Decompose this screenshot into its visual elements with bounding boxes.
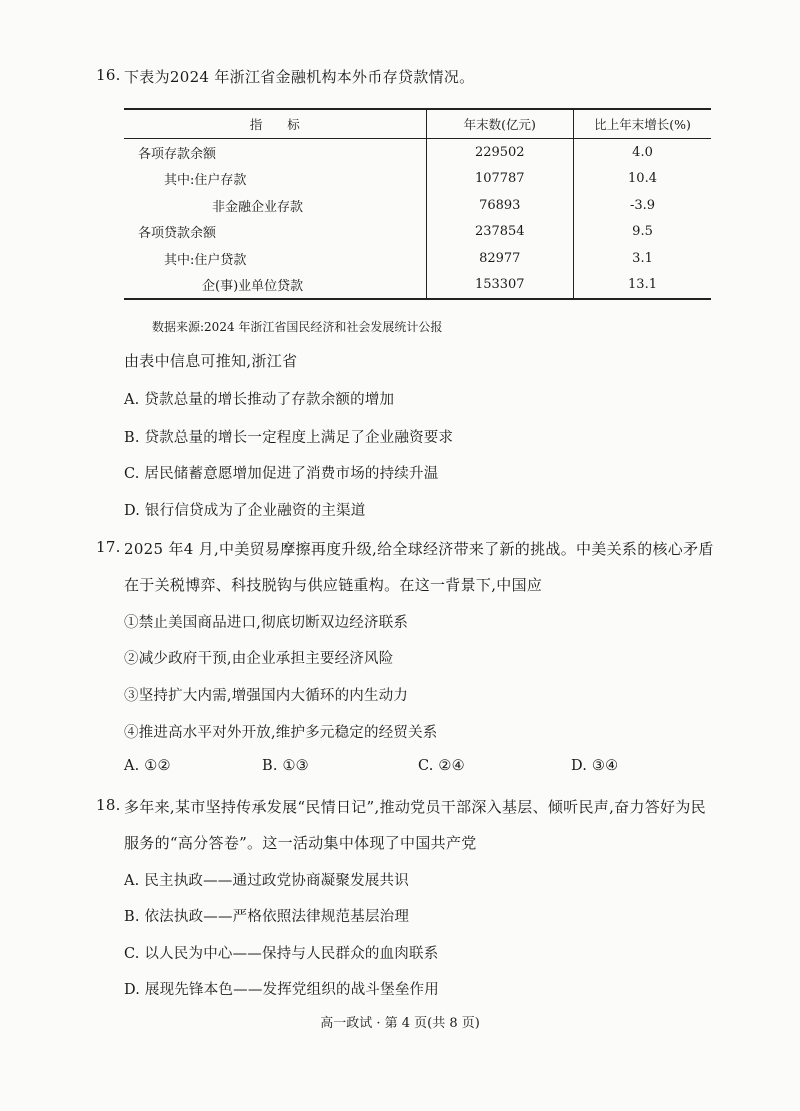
- table-header-row: [124, 109, 711, 139]
- q16-prompt: 由表中信息可推知,浙江省: [124, 352, 298, 370]
- q17-choice-d[interactable]: D. ③④: [571, 758, 619, 774]
- q17-choice-b[interactable]: B. ①③: [262, 758, 309, 774]
- q18-option-c[interactable]: C. 以人民为中心——保持与人民群众的血肉联系: [124, 946, 439, 962]
- row-growth: 4.0: [574, 139, 711, 166]
- q17-statement-2: ②减少政府干预,由企业承担主要经济风险: [124, 651, 394, 667]
- table-row: [124, 272, 711, 300]
- q16-stem: 下表为2024 年浙江省金融机构本外币存贷款情况。: [124, 68, 475, 86]
- row-label: 各项贷款余额: [138, 226, 217, 242]
- q18-option-d[interactable]: D. 展现先锋本色——发挥党组织的战斗堡垒作用: [124, 982, 439, 998]
- row-growth: -3.9: [574, 192, 711, 219]
- header-indicator: 指 标: [124, 109, 426, 139]
- q16-option-b[interactable]: B. 贷款总量的增长一定程度上满足了企业融资要求: [124, 430, 454, 446]
- q17-choice-c[interactable]: C. ②④: [418, 758, 465, 774]
- row-growth: 9.5: [574, 219, 711, 246]
- q18-option-a[interactable]: A. 民主执政——通过政党协商凝聚发展共识: [124, 873, 409, 889]
- table-source-note: 数据来源:2024 年浙江省国民经济和社会发展统计公报: [152, 320, 443, 334]
- row-label: 非金融企业存款: [212, 199, 304, 215]
- page-footer: 高一政试 · 第 4 页(共 8 页): [320, 1016, 480, 1031]
- row-value: 237854: [426, 219, 574, 246]
- header-year-end: 年末数(亿元): [426, 109, 574, 139]
- table-row: [124, 219, 711, 246]
- q17-stem-line1: 2025 年4 月,中美贸易摩擦再度升级,给全球经济带来了新的挑战。中美关系的核心矛盾: [124, 540, 714, 558]
- table-row: [124, 166, 711, 193]
- deposit-loan-table: [124, 108, 711, 300]
- q17-stem-line2: 在于关税博弈、科技脱钩与供应链重构。在这一背景下,中国应: [124, 576, 543, 594]
- row-growth: 10.4: [574, 166, 711, 193]
- table-row: [124, 245, 711, 272]
- q17-statement-3: ③坚持扩大内需,增强国内大循环的内生动力: [124, 688, 409, 704]
- q18-option-b[interactable]: B. 依法执政——严格依照法律规范基层治理: [124, 909, 410, 925]
- q17-statement-1: ①禁止美国商品进口,彻底切断双边经济联系: [124, 615, 409, 631]
- q17-choice-a[interactable]: A. ①②: [124, 758, 171, 774]
- row-value: 82977: [426, 245, 574, 272]
- row-value: 76893: [426, 192, 574, 219]
- row-value: 153307: [426, 272, 574, 300]
- row-value: 229502: [426, 139, 574, 166]
- q16-number: 16.: [96, 66, 121, 84]
- table-row: [124, 192, 711, 219]
- q17-statement-4: ④推进高水平对外开放,维护多元稳定的经贸关系: [124, 725, 438, 741]
- row-label: 各项存款余额: [138, 146, 217, 162]
- row-label: 其中:住户贷款: [164, 252, 247, 268]
- q18-stem-line1: 多年来,某市坚持传承发展“民情日记”,推动党员干部深入基层、倾听民声,奋力答好为民: [124, 798, 706, 816]
- header-growth: 比上年末增长(%): [574, 109, 711, 139]
- q16-option-d[interactable]: D. 银行信贷成为了企业融资的主渠道: [124, 503, 366, 519]
- row-growth: 13.1: [574, 272, 711, 300]
- row-label: 企(事)业单位贷款: [124, 272, 426, 300]
- row-value: 107787: [426, 166, 574, 193]
- q18-number: 18.: [96, 796, 121, 814]
- q17-number: 17.: [96, 538, 121, 556]
- row-label: 其中:住户存款: [164, 173, 247, 189]
- q16-option-c[interactable]: C. 居民储蓄意愿增加促进了消费市场的持续升温: [124, 466, 439, 482]
- q18-stem-line2: 服务的“高分答卷”。这一活动集中体现了中国共产党: [124, 834, 477, 852]
- row-growth: 3.1: [574, 245, 711, 272]
- q16-option-a[interactable]: A. 贷款总量的增长推动了存款余额的增加: [124, 392, 395, 408]
- table-row: [124, 139, 711, 166]
